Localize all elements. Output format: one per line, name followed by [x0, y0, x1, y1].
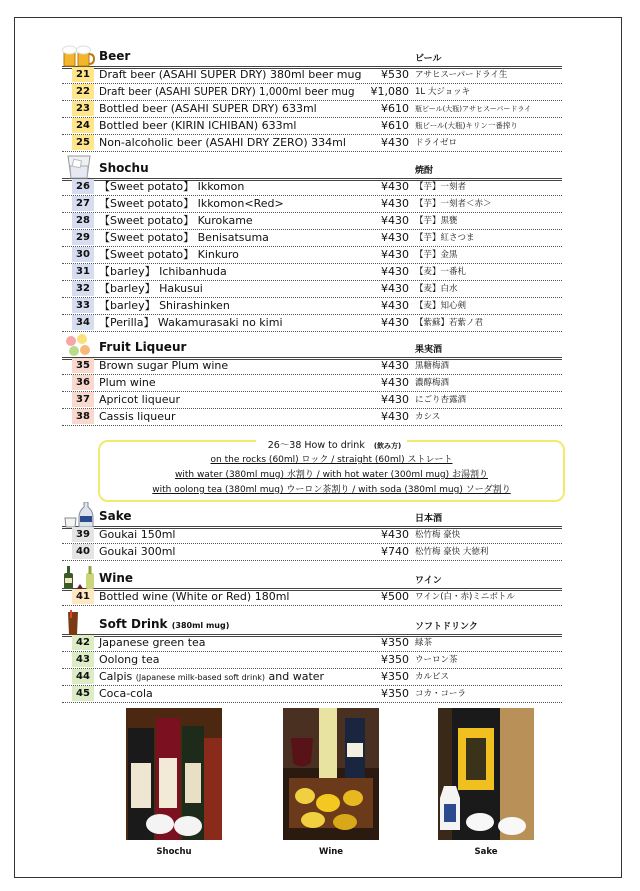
item-price: ¥430 — [381, 136, 409, 149]
photo-caption: Shochu — [156, 847, 192, 857]
item-name: 【Sweet potato】 Benisatsuma — [99, 231, 269, 244]
item-price: ¥1,080 — [370, 85, 409, 98]
item-name: Draft beer (ASAHI SUPER DRY) 1,000ml beer mug — [99, 86, 355, 98]
item-number: 21 — [72, 67, 94, 82]
item-name: Draft beer (ASAHI SUPER DRY) 380ml beer mug — [99, 68, 362, 81]
menu-item — [62, 315, 562, 332]
item-number: 36 — [72, 375, 94, 390]
menu-item — [62, 281, 562, 298]
item-name: Brown sugar Plum wine — [99, 359, 229, 372]
item-name-jp: 【紫蘇】若紫ノ君 — [415, 318, 484, 328]
item-name: 【barley】 Hakusui — [99, 282, 203, 295]
item-name: Goukai 300ml — [99, 545, 176, 558]
menu-item — [62, 118, 562, 135]
how-to-line: with oolong tea (380ml mug) ウーロン茶割り / with soda (380ml mug) ソーダ割り — [152, 485, 511, 495]
section-title-text: Soft Drink — [99, 617, 168, 631]
item-price: ¥430 — [381, 231, 409, 244]
section-title: Sake — [99, 509, 132, 523]
item-number: 33 — [72, 298, 94, 313]
item-number: 34 — [72, 315, 94, 330]
item-price: ¥430 — [381, 410, 409, 423]
item-name: Japanese green tea — [99, 636, 206, 649]
item-name: 【barley】 Ichibanhuda — [99, 265, 227, 278]
menu-item — [62, 101, 562, 118]
item-name-jp: 【芋】金黒 — [415, 250, 458, 260]
menu-item — [62, 230, 562, 247]
item-name-jp: 黒糖梅酒 — [415, 361, 450, 371]
section-title: Wine — [99, 571, 134, 585]
item-name-jp: ワイン(白・赤)ミニボトル — [415, 592, 515, 602]
section-title-jp: 日本酒 — [415, 514, 443, 524]
item-price: ¥430 — [381, 359, 409, 372]
item-name: Coca-cola — [99, 687, 153, 700]
item-number: 31 — [72, 264, 94, 279]
item-number: 45 — [72, 686, 94, 701]
item-name: 【Sweet potato】 Kurokame — [99, 214, 253, 227]
item-name: 【Sweet potato】 Ikkomon<Red> — [99, 197, 284, 210]
item-name-jp: ウーロン茶 — [415, 655, 458, 665]
item-name-jp: 松竹梅 豪快 — [415, 530, 461, 540]
menu-item — [62, 213, 562, 230]
section-title-jp: ソフトドリンク — [415, 622, 478, 632]
menu-item — [62, 264, 562, 281]
item-name: 【Sweet potato】 Ikkomon — [99, 180, 245, 193]
photo-caption: Wine — [318, 847, 344, 857]
item-number: 40 — [72, 544, 94, 559]
item-number: 38 — [72, 409, 94, 424]
item-name: Cassis liqueur — [99, 410, 176, 423]
item-name-jp: にごり杏露酒 — [415, 395, 467, 405]
sake-bottle-icon — [62, 502, 96, 528]
section-title-jp: ビール — [415, 54, 442, 64]
item-price: ¥430 — [381, 316, 409, 329]
shochu-glass-icon — [62, 154, 96, 180]
menu-item — [62, 375, 562, 392]
fruit-icon — [62, 333, 96, 359]
item-number: 41 — [72, 589, 94, 604]
item-number: 27 — [72, 196, 94, 211]
menu-item — [62, 196, 562, 213]
item-number: 35 — [72, 358, 94, 373]
item-name-jp: 瓶ビール(大瓶)アサヒスーパードライ — [415, 105, 532, 113]
item-price: ¥500 — [381, 590, 409, 603]
menu-item — [62, 247, 562, 264]
section-title: Fruit Liqueur — [99, 340, 187, 354]
item-price: ¥430 — [381, 528, 409, 541]
item-name-jp: 松竹梅 豪快 大徳利 — [415, 547, 489, 557]
item-number: 43 — [72, 652, 94, 667]
menu-item — [62, 179, 562, 196]
wine-photo — [283, 708, 379, 840]
beer-mugs-icon — [62, 42, 96, 68]
item-price: ¥350 — [381, 636, 409, 649]
menu-item — [62, 686, 562, 703]
photo-caption: Sake — [474, 847, 498, 857]
item-name-jp: 緑茶 — [415, 638, 433, 648]
item-number: 25 — [72, 135, 94, 150]
section-title-jp: 果実酒 — [415, 345, 443, 355]
item-name: Bottled beer (ASAHI SUPER DRY) 633ml — [99, 102, 317, 115]
item-price: ¥430 — [381, 393, 409, 406]
how-to-drink-box — [98, 440, 565, 502]
item-price: ¥610 — [381, 102, 409, 115]
item-name-rest: and water — [265, 670, 325, 683]
section-title-jp: ワイン — [415, 576, 442, 586]
item-number: 37 — [72, 392, 94, 407]
section-title: Shochu — [99, 161, 149, 175]
item-number: 39 — [72, 527, 94, 542]
item-name-jp: 【芋】黒甕 — [415, 216, 458, 226]
how-to-drink-title — [100, 433, 563, 452]
item-name — [99, 669, 324, 686]
shochu-photo — [126, 708, 222, 840]
item-price: ¥350 — [381, 687, 409, 700]
item-price: ¥430 — [381, 282, 409, 295]
menu-item — [62, 135, 562, 152]
item-name: Bottled wine (White or Red) 180ml — [99, 590, 290, 603]
item-price: ¥350 — [381, 653, 409, 666]
item-name-note: (Japanese milk-based soft drink) — [135, 673, 266, 682]
item-name-jp: 瓶ビール(大瓶)キリン一番搾り — [415, 121, 518, 130]
item-number: 30 — [72, 247, 94, 262]
item-name-jp: カルピス — [415, 672, 450, 682]
item-price: ¥430 — [381, 299, 409, 312]
item-name-jp: 【麦】一番札 — [415, 267, 467, 277]
item-number: 42 — [72, 635, 94, 650]
item-price: ¥430 — [381, 180, 409, 193]
menu-item — [62, 67, 562, 84]
menu-item — [62, 298, 562, 315]
item-number: 24 — [72, 118, 94, 133]
item-number: 28 — [72, 213, 94, 228]
wine-bottles-icon — [62, 564, 96, 590]
item-name-jp: ドライゼロ — [415, 138, 457, 148]
item-price: ¥430 — [381, 197, 409, 210]
section-title-note: (380ml mug) — [171, 621, 230, 630]
item-price: ¥350 — [381, 670, 409, 683]
menu-item — [62, 392, 562, 409]
item-name: 【Perilla】 Wakamurasaki no kimi — [99, 316, 283, 329]
item-price: ¥430 — [381, 376, 409, 389]
item-number: 22 — [72, 84, 94, 99]
item-name-jp: アサヒスーパードライ生 — [415, 70, 508, 80]
item-name: 【Sweet potato】 Kinkuro — [99, 248, 239, 261]
item-price: ¥430 — [381, 265, 409, 278]
menu-item — [62, 652, 562, 669]
item-name-jp: 【芋】紅さつま — [415, 233, 475, 243]
item-number: 23 — [72, 101, 94, 116]
item-name-jp: 濃醇梅酒 — [415, 378, 450, 388]
sake-photo — [438, 708, 534, 840]
item-name: 【barley】 Shirashinken — [99, 299, 230, 312]
item-name: Non-alcoholic beer (ASAHI DRY ZERO) 334ml — [99, 136, 346, 149]
item-number: 32 — [72, 281, 94, 296]
section-title-jp: 焼酎 — [415, 166, 434, 176]
item-price: ¥430 — [381, 214, 409, 227]
item-name-jp: 【麦】知心剣 — [415, 301, 467, 311]
how-to-title-jp: (飲み方) — [373, 442, 402, 450]
menu-item — [62, 669, 562, 686]
item-price: ¥740 — [381, 545, 409, 558]
item-price: ¥430 — [381, 248, 409, 261]
menu-item — [62, 544, 562, 561]
how-to-line: on the rocks (60ml) ロック / straight (60ml) ストレート — [210, 455, 453, 465]
menu-item — [62, 358, 562, 375]
section-title — [99, 617, 229, 631]
item-name-jp: カシス — [415, 412, 441, 422]
item-name: Apricot liqueur — [99, 393, 181, 406]
item-name-jp: 1L 大ジョッキ — [415, 87, 471, 97]
item-number: 29 — [72, 230, 94, 245]
item-number: 44 — [72, 669, 94, 684]
item-name-jp: 【芋】一刻者＜赤＞ — [415, 199, 492, 209]
item-name: Plum wine — [99, 376, 156, 389]
item-name: Goukai 150ml — [99, 528, 176, 541]
menu-item — [62, 84, 562, 101]
item-name-jp: 【麦】白水 — [415, 284, 458, 294]
menu-item — [62, 409, 562, 426]
how-to-title-text: 26〜38 How to drink — [262, 440, 371, 451]
menu-item — [62, 635, 562, 652]
item-price: ¥530 — [381, 68, 409, 81]
section-title: Beer — [99, 49, 131, 63]
soft-drink-icon — [62, 610, 96, 636]
item-name: Bottled beer (KIRIN ICHIBAN) 633ml — [99, 119, 297, 132]
item-name-main: Calpis — [99, 670, 133, 683]
item-name: Oolong tea — [99, 653, 160, 666]
item-price: ¥610 — [381, 119, 409, 132]
menu-item — [62, 527, 562, 544]
item-number: 26 — [72, 179, 94, 194]
how-to-line: with water (380ml mug) 水割り / with hot water (300ml mug) お湯割り — [174, 470, 489, 480]
item-name-jp: コカ・コーラ — [415, 689, 467, 699]
menu-item — [62, 589, 562, 606]
item-name-jp: 【芋】一刻者 — [415, 182, 467, 192]
